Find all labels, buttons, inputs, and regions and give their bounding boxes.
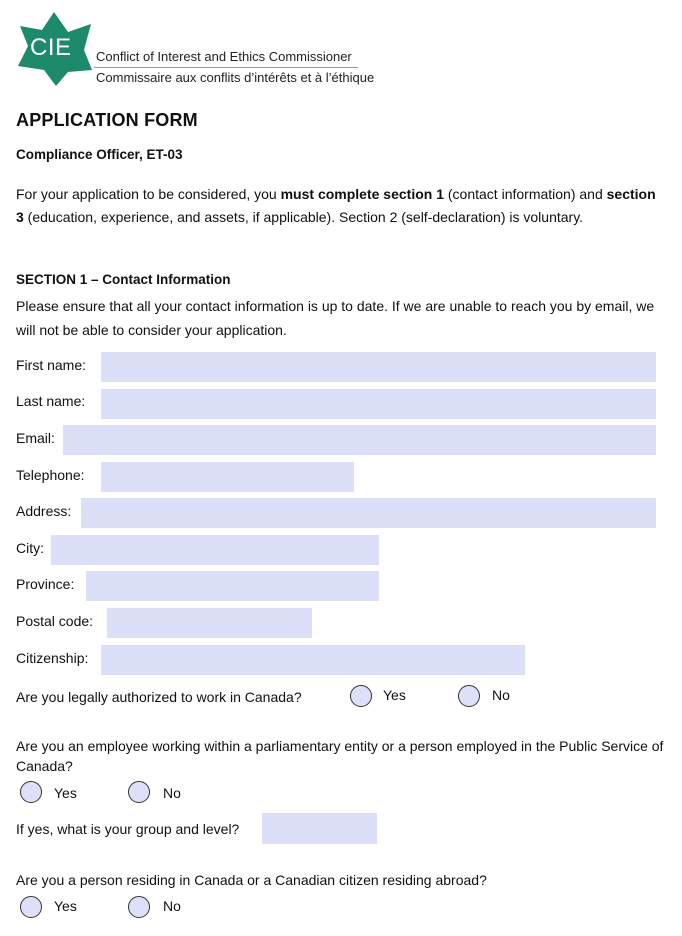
- employee-yes-radio[interactable]: [20, 781, 42, 803]
- address-label: Address:: [16, 503, 72, 519]
- form-subtitle: Compliance Officer, ET-03: [16, 147, 183, 162]
- city-label: City:: [16, 540, 44, 556]
- employee-question: Are you an employee working within a parliamentary entity or a person employed in the Public Service of Canada?: [16, 738, 664, 774]
- residing-yes-label: Yes: [54, 898, 77, 914]
- citizenship-label: Citizenship:: [16, 650, 89, 666]
- postal-code-field[interactable]: [107, 608, 312, 638]
- first-name-label: First name:: [16, 357, 87, 373]
- employee-yes-label: Yes: [54, 785, 77, 801]
- email-label: Email:: [16, 430, 55, 446]
- residing-no-label: No: [163, 898, 181, 914]
- residing-no-radio[interactable]: [128, 896, 150, 918]
- telephone-label: Telephone:: [16, 467, 85, 483]
- form-title: APPLICATION FORM: [16, 110, 198, 130]
- work-auth-no-label: No: [492, 687, 510, 703]
- org-name-en: Conflict of Interest and Ethics Commissioner: [96, 49, 352, 64]
- postal-code-label: Postal code:: [16, 613, 94, 629]
- group-level-field[interactable]: [262, 813, 377, 844]
- employee-no-label: No: [163, 785, 181, 801]
- header-divider: [94, 67, 358, 68]
- intro-paragraph: For your application to be considered, you must complete section 1 (contact information) and section 3 (education, experience, and assets, if applicable). Section 2 (self-declaration) is voluntary.: [16, 186, 656, 225]
- org-name-fr: Commissaire aux conflits d’intérêts et à l’éthique: [96, 70, 375, 85]
- city-field[interactable]: [51, 535, 379, 565]
- group-level-label: If yes, what is your group and level?: [16, 821, 240, 837]
- last-name-field[interactable]: [101, 389, 656, 419]
- province-label: Province:: [16, 576, 75, 592]
- employee-no-radio[interactable]: [128, 781, 150, 803]
- section1-heading: SECTION 1 – Contact Information: [16, 272, 231, 287]
- citizenship-field[interactable]: [101, 645, 525, 675]
- work-authorization-question: Are you legally authorized to work in Canada?: [16, 689, 302, 705]
- first-name-field[interactable]: [101, 352, 656, 382]
- address-field[interactable]: [81, 498, 656, 528]
- work-auth-yes-label: Yes: [383, 687, 406, 703]
- telephone-field[interactable]: [101, 462, 354, 492]
- residing-yes-radio[interactable]: [20, 896, 42, 918]
- email-field[interactable]: [63, 425, 656, 455]
- section1-description: Please ensure that all your contact information is up to date. If we are unable to reach you by email, we will not be able to consider your application.: [16, 298, 655, 338]
- work-auth-yes-radio[interactable]: [350, 685, 372, 707]
- residing-question: Are you a person residing in Canada or a Canadian citizen residing abroad?: [16, 872, 487, 888]
- logo-text: CIE: [30, 34, 72, 61]
- work-auth-no-radio[interactable]: [458, 685, 480, 707]
- province-field[interactable]: [86, 571, 379, 601]
- last-name-label: Last name:: [16, 393, 86, 409]
